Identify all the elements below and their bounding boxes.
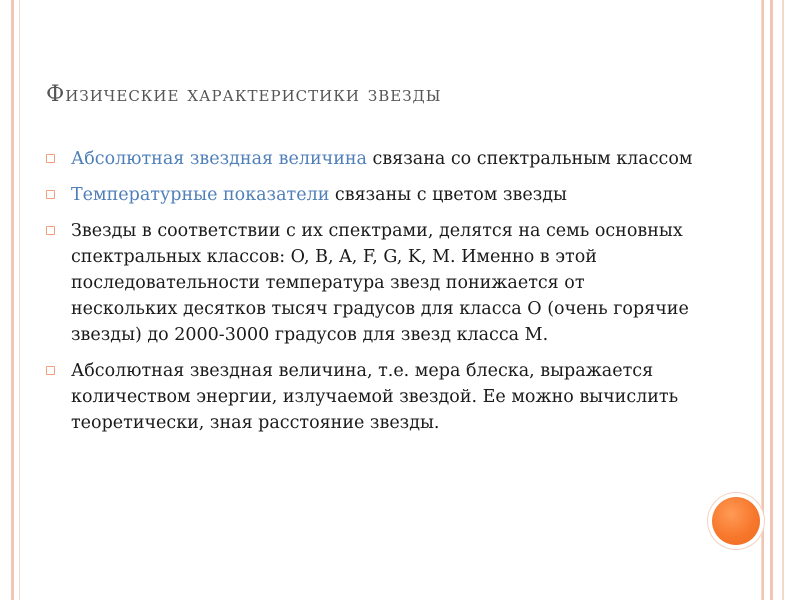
bullet-square-icon xyxy=(46,226,55,235)
bullet-text: связаны с цветом звезды xyxy=(329,185,567,205)
bullet-text: Звезды в соответствии с их спектрами, делятся на семь основных спектральных классов: O, B, A, F, G, K, M. Именно в этой последовательности температура звезд понижается от нескольких десятков тысяч градусов для класса O (очень горячие звезды) до 2000-3000 градусов для звезд класса M. xyxy=(71,221,689,345)
bullet-square-icon xyxy=(46,154,55,163)
bullet-text: Абсолютная звездная величина, т.е. мера блеска, выражается количеством энергии, излучаемой звездой. Ее можно вычислить теоретически, зная расстояние звезды. xyxy=(71,361,679,433)
bullet-item xyxy=(46,358,696,436)
slide-right-decorative-strip xyxy=(770,0,784,600)
bullet-highlight-text: Температурные показатели xyxy=(71,185,330,205)
slide-title: Физические характеристики звезды xyxy=(46,82,442,107)
bullet-item xyxy=(46,146,696,172)
bullet-square-icon xyxy=(46,190,55,199)
decorative-orange-circle-icon xyxy=(712,497,760,545)
bullet-item xyxy=(46,218,696,348)
bullet-list xyxy=(46,146,696,446)
bullet-highlight-text: Абсолютная звездная величина xyxy=(71,149,367,169)
bullet-square-icon xyxy=(46,366,55,375)
bullet-item xyxy=(46,182,696,208)
bullet-text: связана со спектральным классом xyxy=(366,149,693,169)
